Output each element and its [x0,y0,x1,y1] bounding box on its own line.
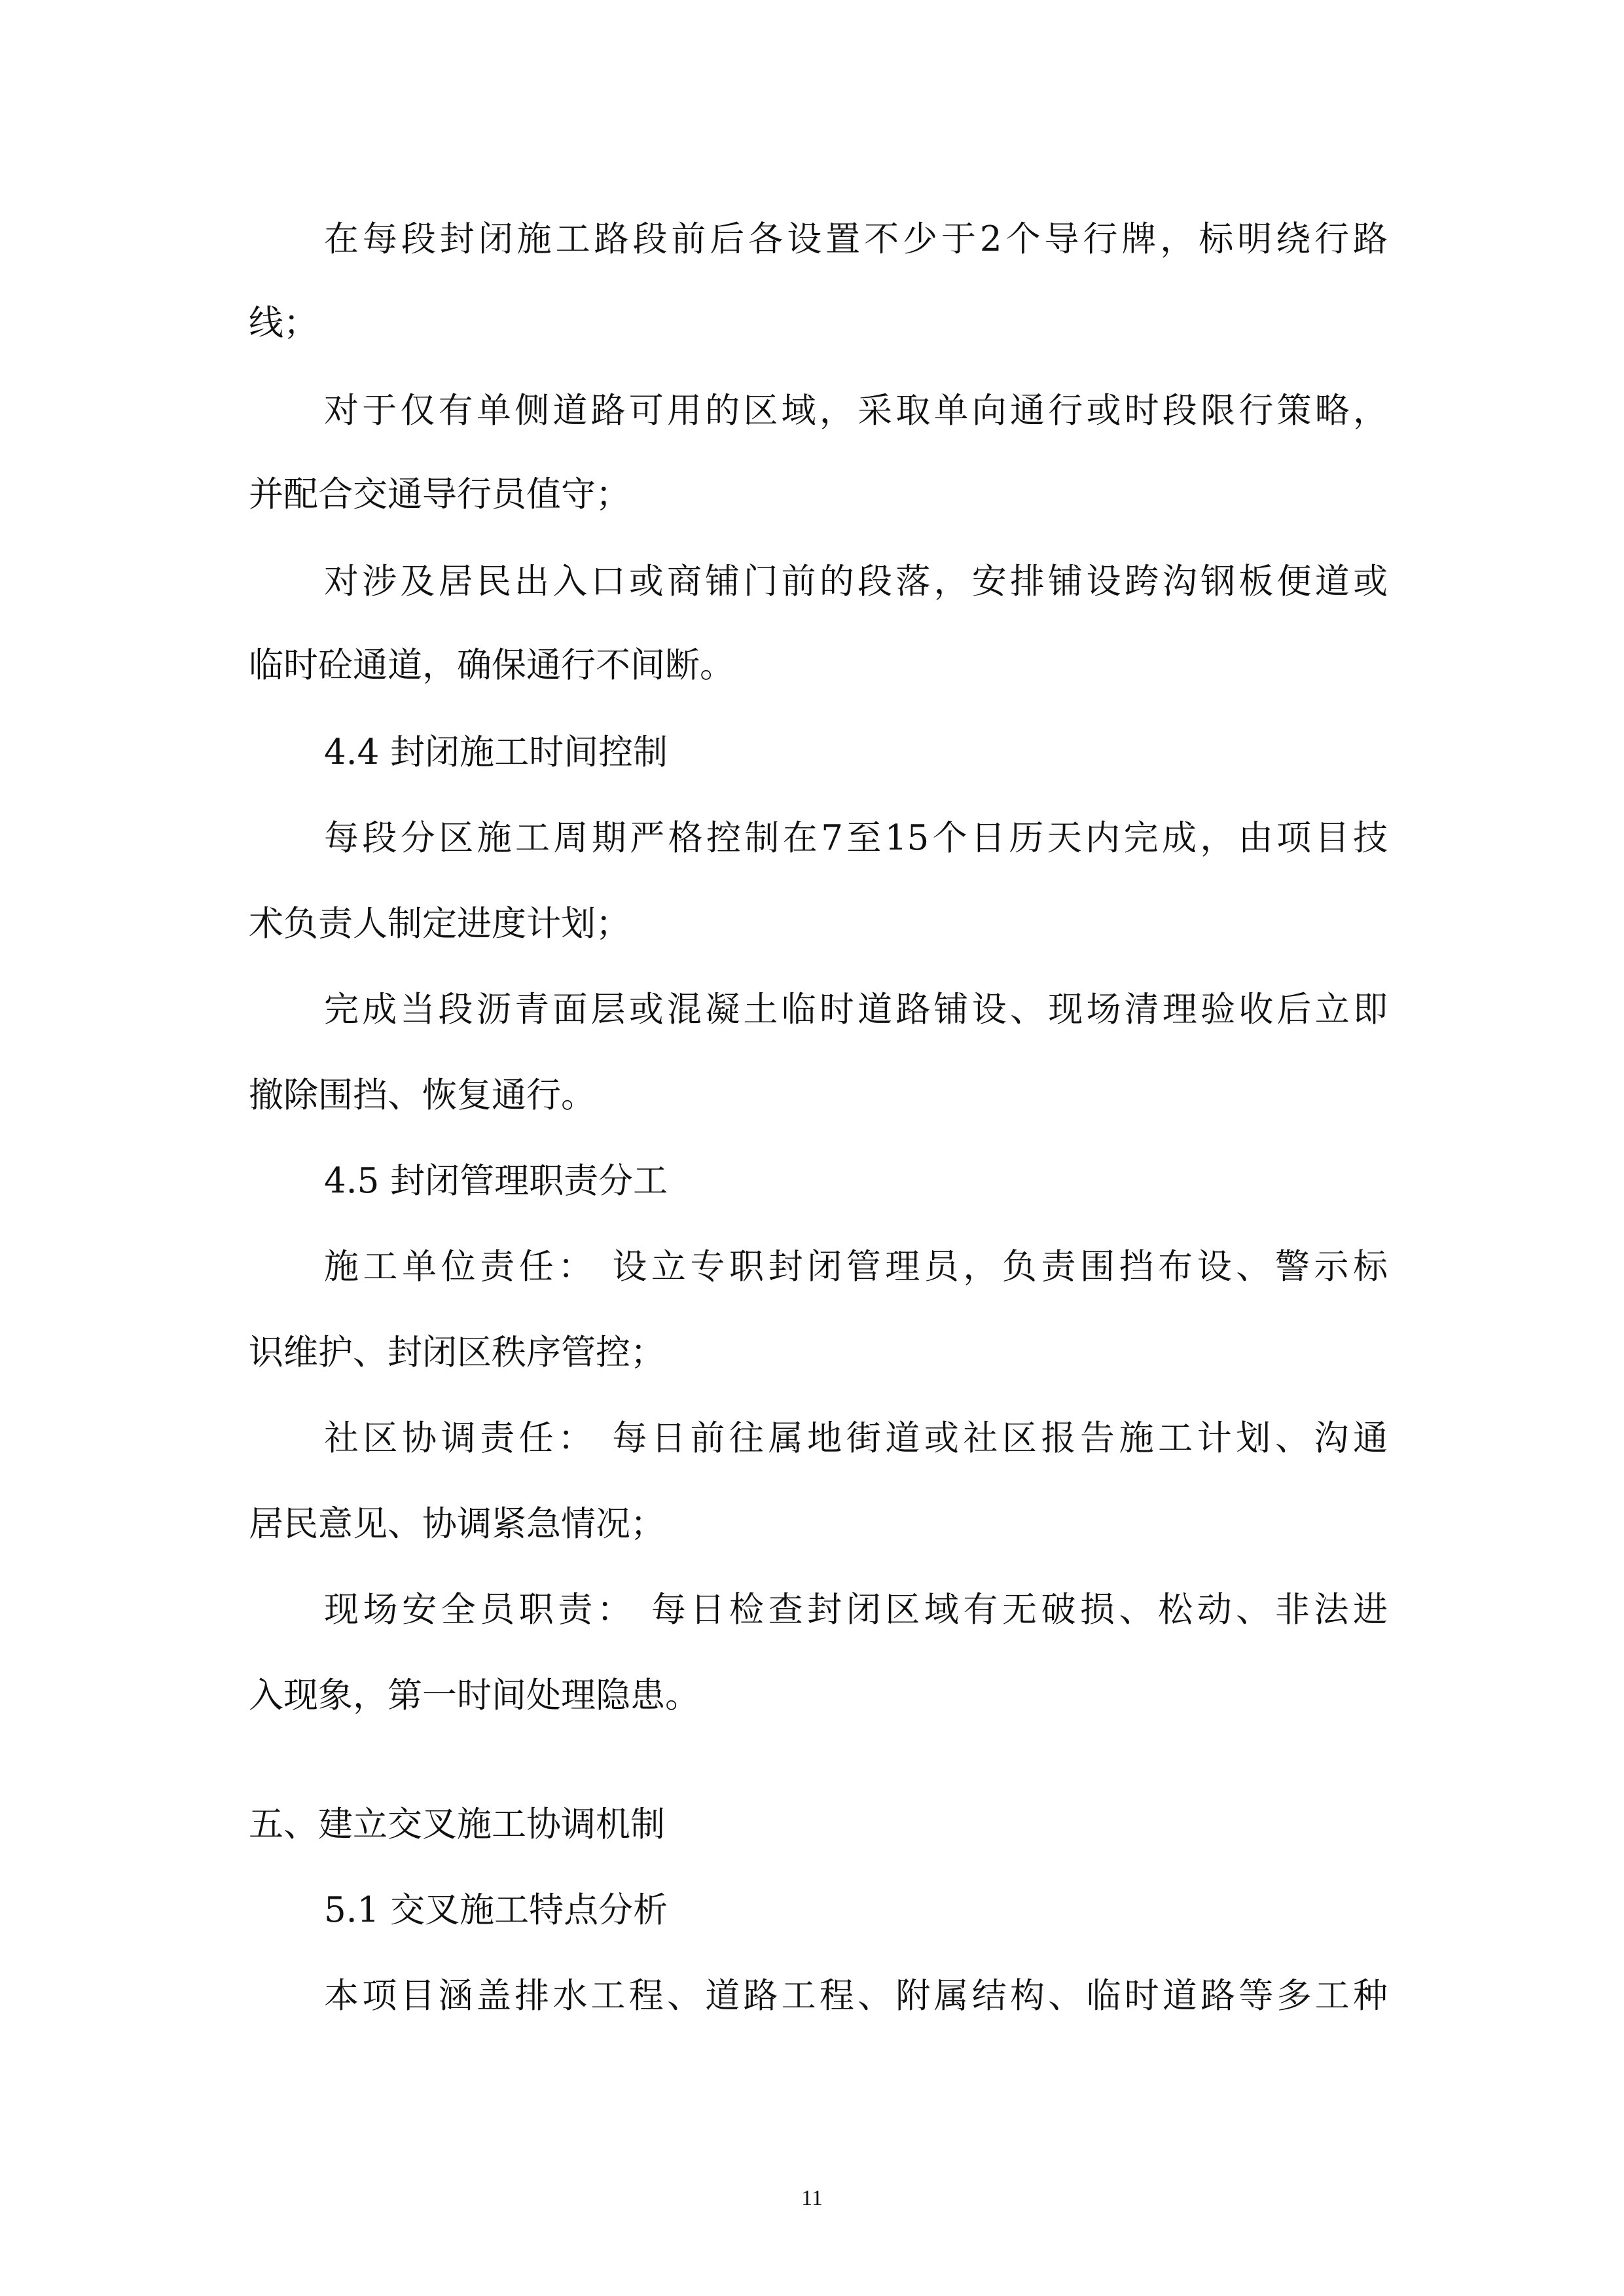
body-text-line: 每段分区施工周期严格控制在7至15个日历天内完成，由项目技 [324,818,1388,858]
body-text-line: 对于仅有单侧道路可用的区域，采取单向通行或时段限行策略， [324,391,1388,431]
body-text-line: 对涉及居民出入口或商铺门前的段落，安排铺设跨沟钢板便道或 [324,562,1388,601]
body-text-line: 本项目涵盖排水工程、道路工程、附属结构、临时道路等多工种 [324,1976,1388,2016]
body-text-line: 居民意见、协调紧急情况； [249,1504,665,1544]
body-text-line: 撤除围挡、恢复通行。 [249,1075,596,1115]
section-heading: 4.4 封闭施工时间控制 [324,732,668,772]
page-number: 11 [801,2186,823,2210]
body-text-line: 术负责人制定进度计划； [249,904,630,944]
chapter-heading: 五、建立交叉施工协调机制 [249,1804,665,1844]
section-heading: 5.1 交叉施工特点分析 [324,1890,668,1930]
body-text-line: 在每段封闭施工路段前后各设置不少于2个导行牌，标明绕行路 [324,219,1388,259]
body-text-line: 识维护、封闭区秩序管控； [249,1333,665,1372]
body-text-line: 社区协调责任： 每日前往属地街道或社区报告施工计划、沟通 [324,1418,1388,1458]
section-heading: 4.5 封闭管理职责分工 [324,1161,668,1201]
body-text-line: 现场安全员职责： 每日检查封闭区域有无破损、松动、非法进 [324,1590,1388,1630]
body-text-line: 临时砼通道，确保通行不间断。 [249,645,734,685]
body-text-line: 并配合交通导行员值守； [249,475,630,514]
body-text-line: 完成当段沥青面层或混凝土临时道路铺设、现场清理验收后立即 [324,990,1388,1030]
body-text-line: 施工单位责任： 设立专职封闭管理员，负责围挡布设、警示标 [324,1247,1388,1287]
body-text-line: 线； [249,303,318,343]
body-text-line: 入现象，第一时间处理隐患。 [249,1676,700,1715]
